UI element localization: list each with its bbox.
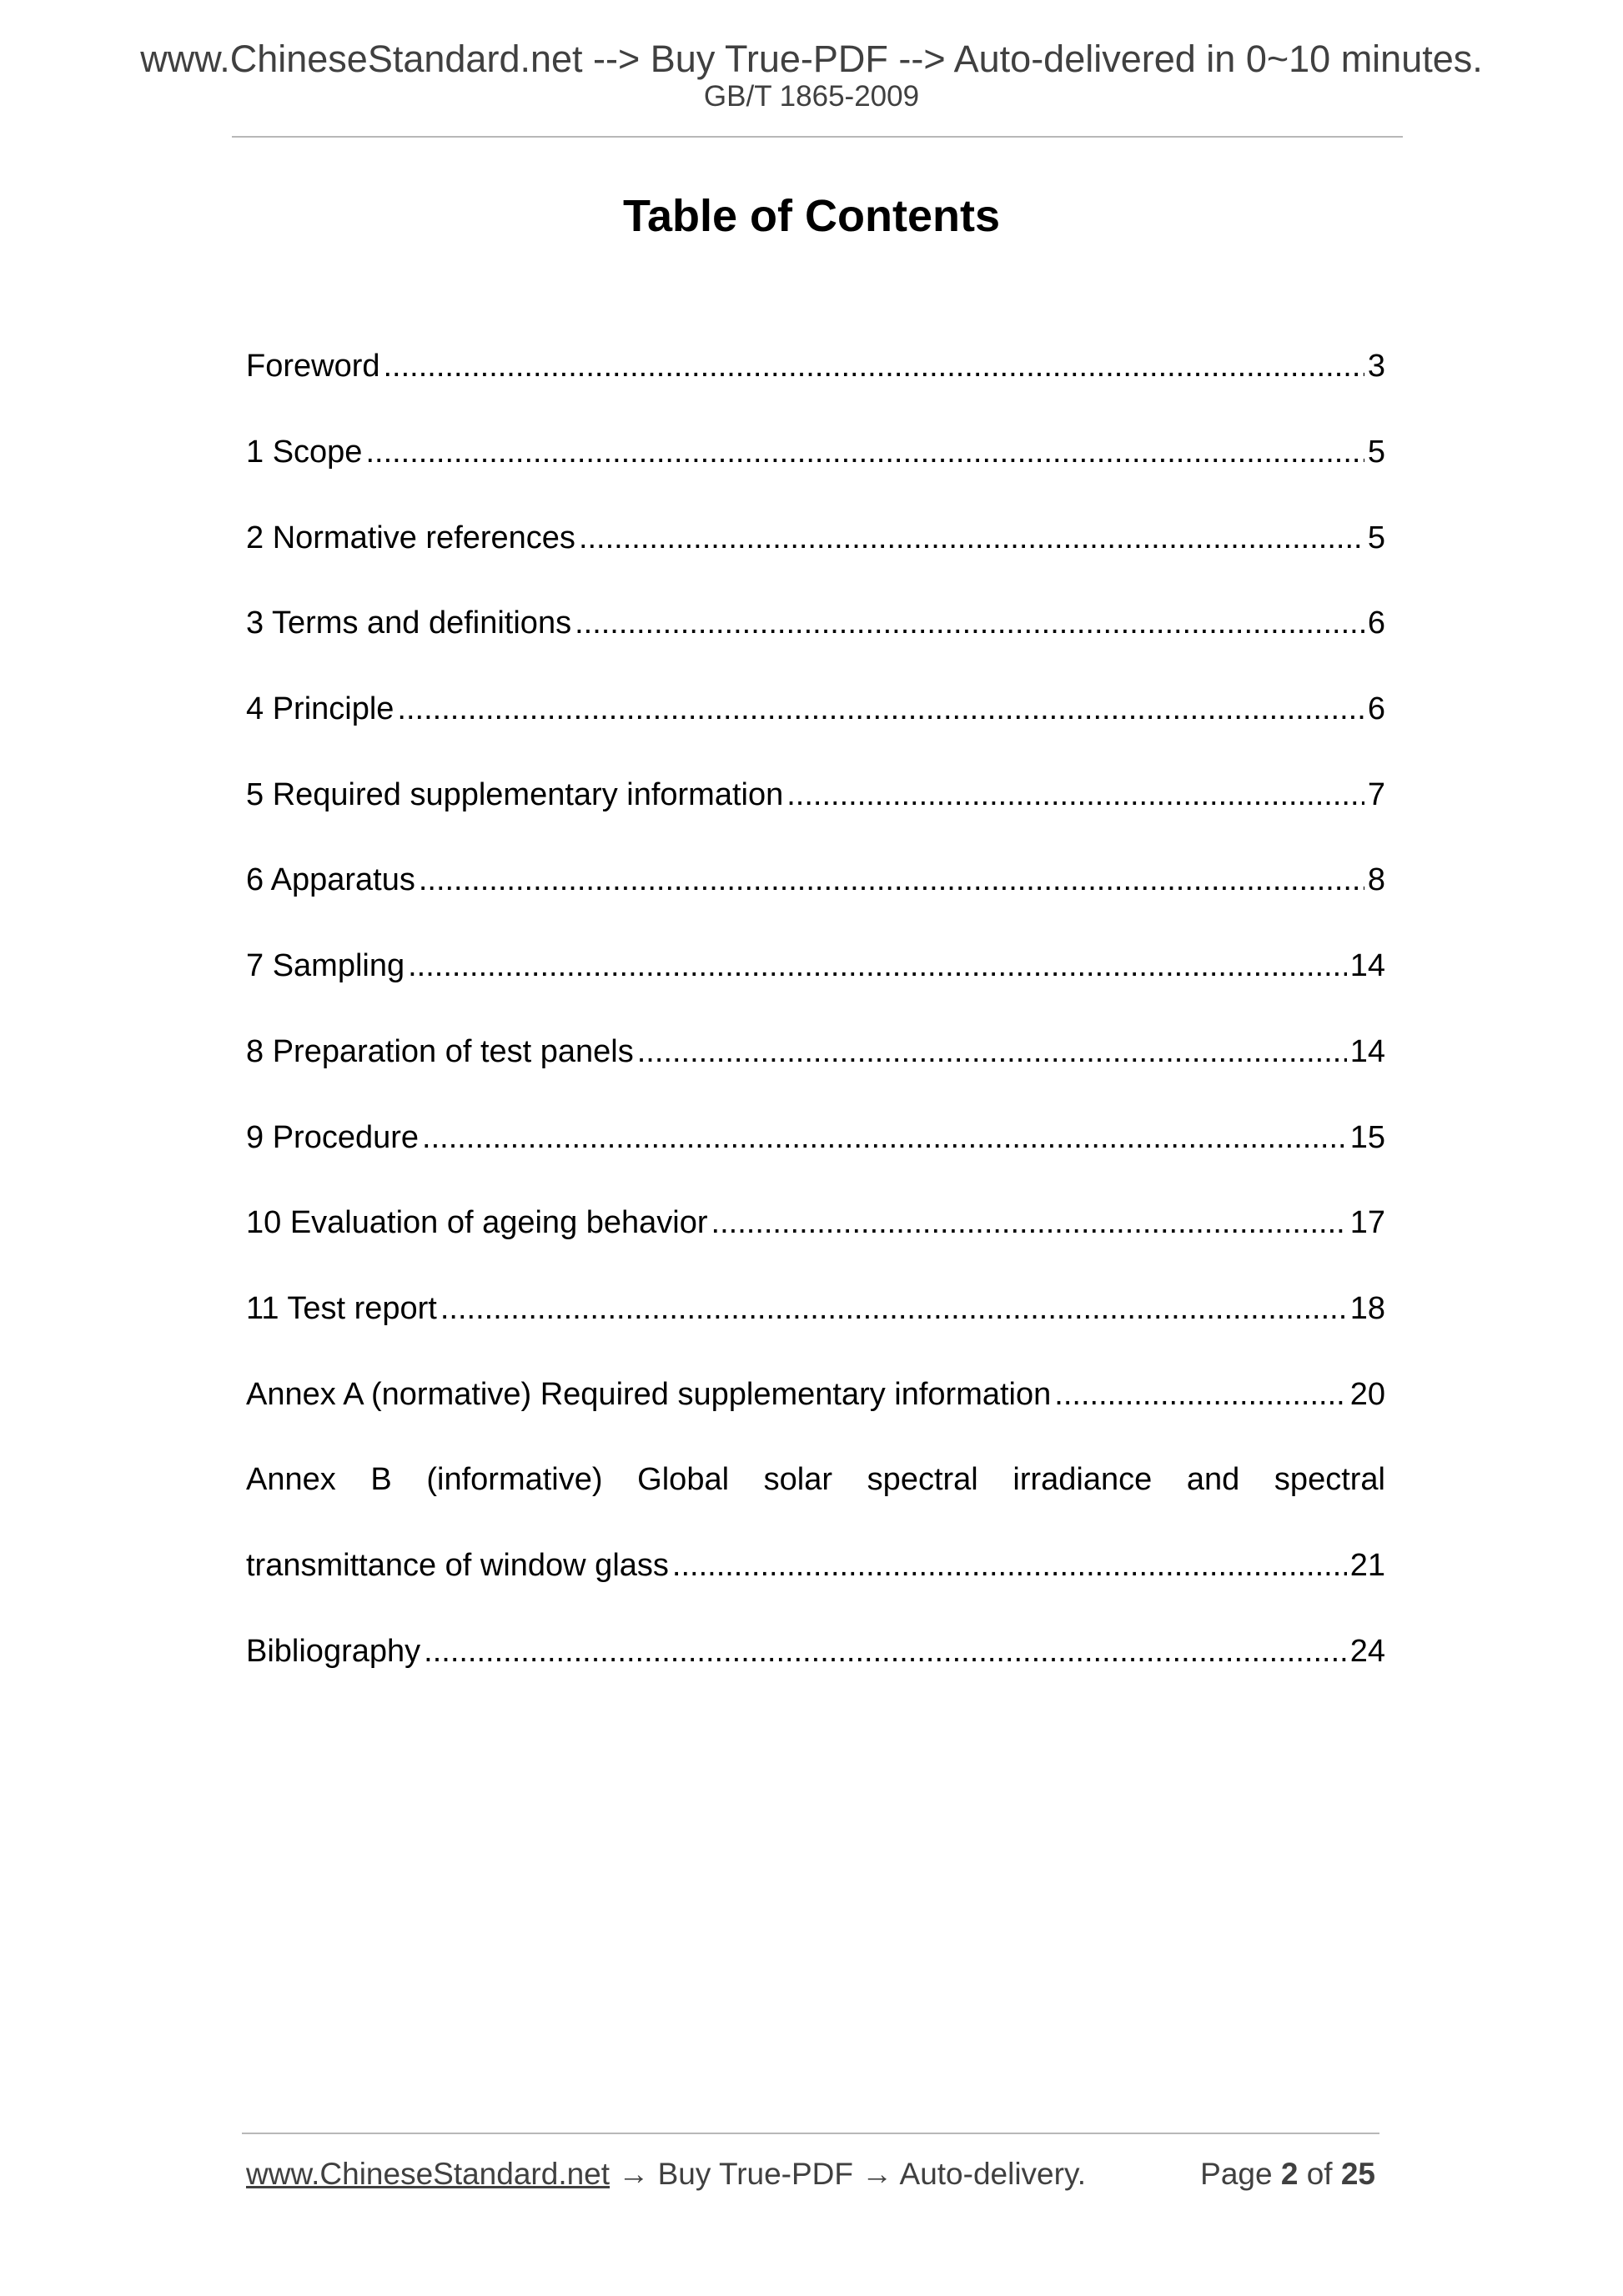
site-banner: www.ChineseStandard.net --> Buy True-PDF --> Auto-delivered in 0~10 minutes.	[140, 38, 1483, 80]
toc-entry-label: 6 Apparatus	[246, 862, 415, 898]
toc-entry-page: 5	[1367, 435, 1385, 470]
dot-leader	[419, 864, 1364, 896]
table-of-contents	[246, 324, 1385, 1694]
toc-entry-label: 8 Preparation of test panels	[246, 1033, 634, 1069]
dot-leader	[575, 607, 1364, 639]
dot-leader	[424, 1635, 1347, 1667]
toc-entry-label: 10 Evaluation of ageing behavior	[246, 1205, 708, 1241]
toc-entry-label: 7 Sampling	[246, 948, 405, 984]
dot-leader	[384, 350, 1364, 382]
footer-tagline: → Buy True-PDF → Auto-delivery.	[610, 2157, 1086, 2191]
toc-entry-label: Foreword	[246, 349, 380, 384]
document-code: GB/T 1865-2009	[703, 80, 920, 113]
toc-entry-evaluation-of-ageing-behavior[interactable]	[246, 1180, 1385, 1266]
toc-entry-preparation-of-test-panels[interactable]	[246, 1009, 1385, 1095]
dot-leader	[672, 1550, 1347, 1581]
page-total: 25	[1340, 2157, 1375, 2191]
toc-entry-label: transmittance of window glass	[246, 1547, 669, 1583]
dot-leader	[711, 1207, 1347, 1238]
toc-entry-page: 20	[1349, 1376, 1385, 1412]
toc-entry-page: 6	[1367, 691, 1385, 727]
toc-entry-page: 15	[1349, 1119, 1385, 1155]
footer-divider	[242, 2133, 1379, 2134]
dot-leader	[440, 1293, 1347, 1324]
toc-entry-normative-references[interactable]	[246, 495, 1385, 580]
toc-entry-page: 14	[1349, 1033, 1385, 1069]
toc-entry-scope[interactable]	[246, 409, 1385, 495]
toc-entry-label: Bibliography	[246, 1633, 421, 1669]
page-of-label: of	[1306, 2157, 1333, 2191]
toc-entry-page: 14	[1349, 948, 1385, 984]
toc-entry-label: 3 Terms and definitions	[246, 605, 572, 641]
page-current: 2	[1280, 2157, 1299, 2191]
toc-entry-page: 8	[1367, 862, 1385, 898]
toc-entry-page: 24	[1349, 1633, 1385, 1669]
dot-leader	[397, 693, 1364, 725]
toc-entry-principle[interactable]	[246, 666, 1385, 752]
dot-leader	[408, 950, 1347, 982]
toc-entry-annex-a[interactable]	[246, 1351, 1385, 1437]
toc-entry-label: 2 Normative references	[246, 520, 575, 555]
page-label: Page	[1200, 2157, 1273, 2191]
toc-entry-label: 5 Required supplementary information	[246, 776, 784, 812]
toc-entry-page: 17	[1349, 1205, 1385, 1241]
page-footer	[246, 2158, 1380, 2189]
toc-entry-page: 7	[1367, 776, 1385, 812]
toc-entry-page: 18	[1349, 1290, 1385, 1326]
toc-entry-required-supplementary-information[interactable]	[246, 751, 1385, 837]
toc-entry-sampling[interactable]	[246, 923, 1385, 1009]
footer-site-link[interactable]: www.ChineseStandard.net	[246, 2157, 611, 2191]
toc-entry-label: 4 Principle	[246, 691, 394, 727]
dot-leader	[422, 1122, 1347, 1153]
toc-entry-terms-and-definitions[interactable]	[246, 580, 1385, 666]
toc-entry-page: 3	[1367, 349, 1385, 384]
page-number	[1200, 2158, 1375, 2189]
dot-leader	[1054, 1379, 1346, 1410]
toc-entry-label: 9 Procedure	[246, 1119, 420, 1155]
dot-leader	[637, 1036, 1347, 1068]
toc-entry-label: 11 Test report	[246, 1290, 437, 1326]
dot-leader	[365, 436, 1364, 468]
toc-entry-annex-b[interactable]	[246, 1437, 1385, 1523]
toc-entry-procedure[interactable]	[246, 1094, 1385, 1180]
toc-entry-label: 1 Scope	[246, 435, 363, 470]
toc-entry-bibliography[interactable]	[246, 1608, 1385, 1694]
toc-entry-annex-b-continued[interactable]	[246, 1523, 1385, 1609]
toc-entry-page: 21	[1349, 1547, 1385, 1583]
header-divider	[232, 136, 1403, 138]
toc-entry-page: 5	[1367, 520, 1385, 555]
dot-leader	[579, 522, 1364, 554]
toc-entry-label: Annex A (normative) Required supplementary information	[246, 1376, 1052, 1412]
toc-entry-foreword[interactable]	[246, 324, 1385, 409]
toc-entry-test-report[interactable]	[246, 1266, 1385, 1352]
page-title: Table of Contents	[623, 191, 1000, 241]
toc-entry-label: Annex B (informative) Global solar spectral irradiance and spectral	[246, 1462, 1385, 1498]
dot-leader	[786, 779, 1364, 811]
toc-entry-apparatus[interactable]	[246, 837, 1385, 923]
toc-entry-page: 6	[1367, 605, 1385, 641]
